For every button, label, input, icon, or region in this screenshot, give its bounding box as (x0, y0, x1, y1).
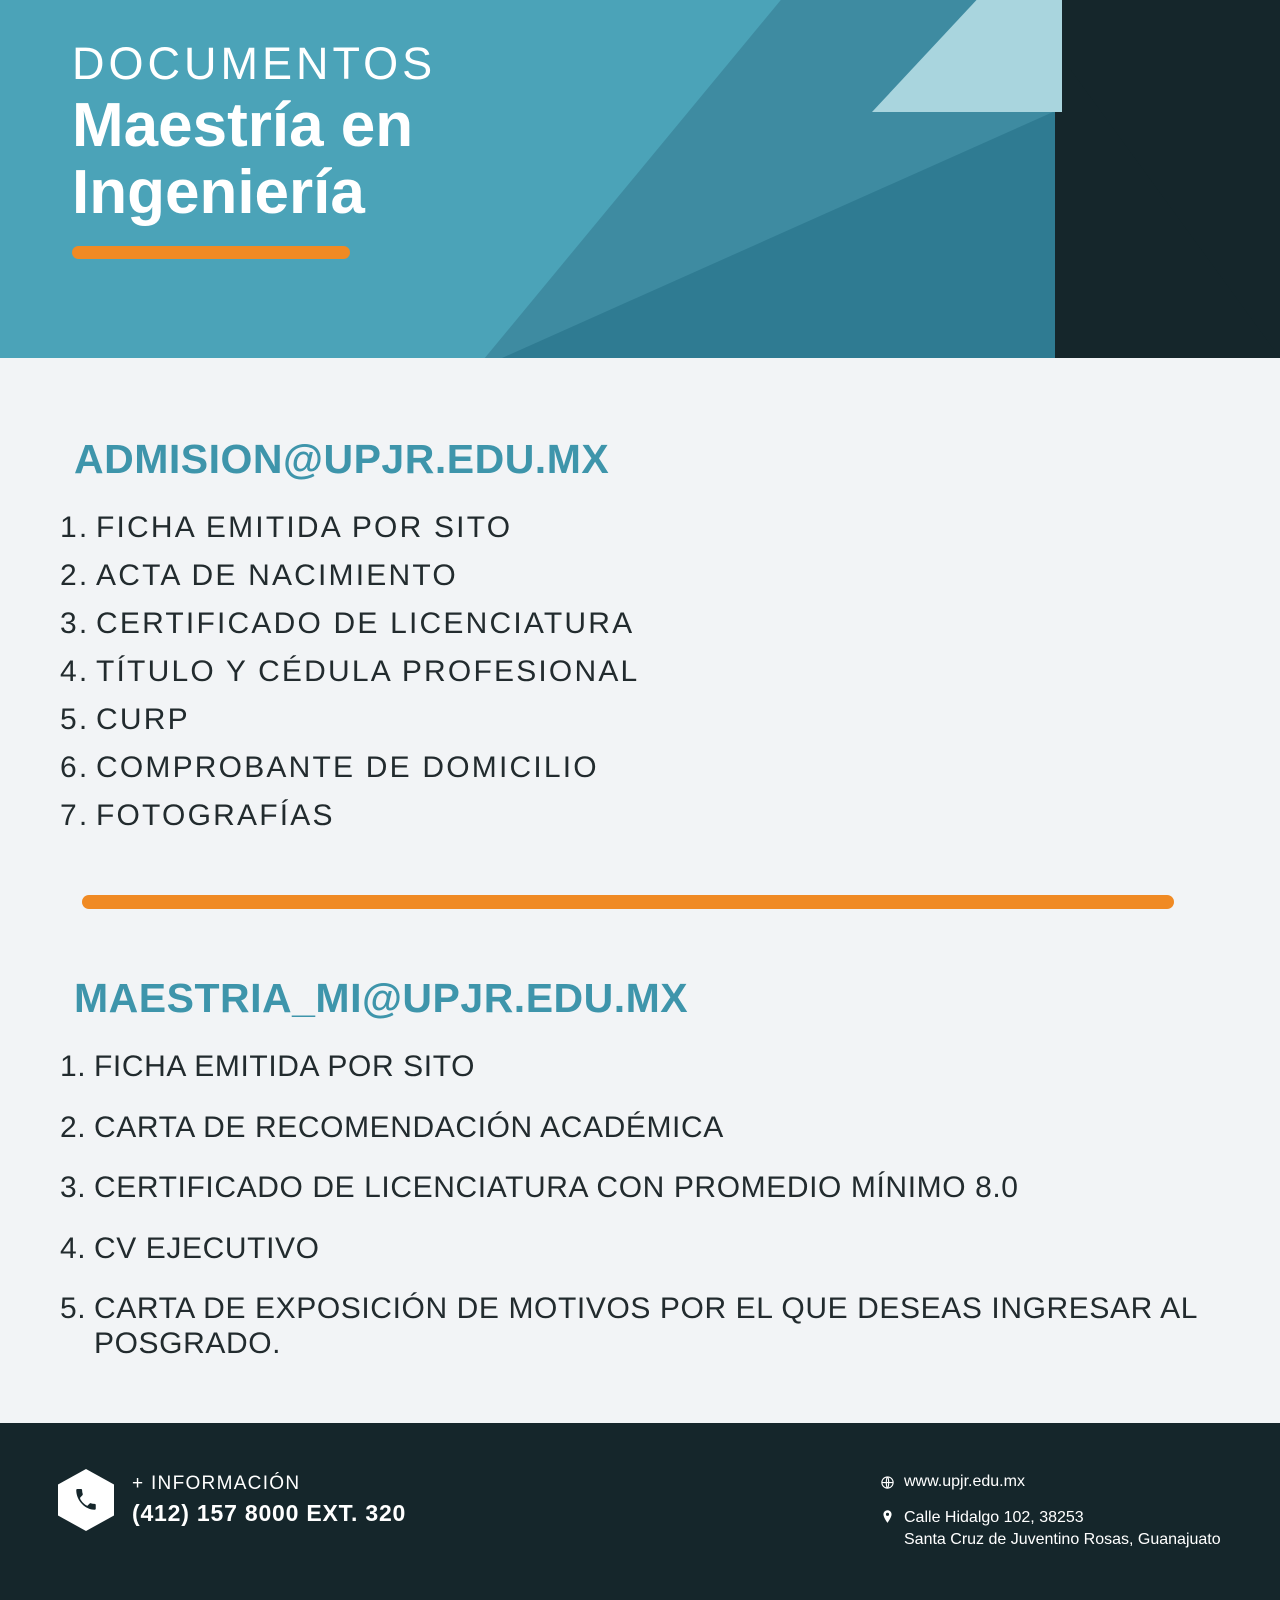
footer-website-text: www.upjr.edu.mx (904, 1473, 1025, 1490)
footer-website-line[interactable] (880, 1473, 1221, 1491)
footer-info-label: + INFORMACIÓN (132, 1473, 301, 1494)
footer-contact-block (58, 1469, 406, 1531)
list-item-number: 3. (60, 607, 90, 640)
list-item-text: ACTA DE NACIMIENTO (96, 559, 458, 592)
header-title-line2: Ingeniería (72, 157, 365, 227)
globe-icon (880, 1475, 895, 1490)
section-divider (82, 895, 1174, 909)
header-title-line1: Maestría en (72, 91, 414, 160)
list-item-text: FICHA EMITIDA POR SITO (94, 1050, 476, 1083)
poster-body (0, 358, 1280, 1361)
list-item (60, 511, 1220, 545)
list-item (60, 1111, 1220, 1146)
list-item-text: TÍTULO Y CÉDULA PROFESIONAL (96, 655, 640, 688)
footer-address-line2: Santa Cruz de Juventino Rosas, Guanajuato (904, 1530, 1221, 1548)
header-kicker: DOCUMENTOS (72, 38, 437, 89)
footer-contact-text (132, 1473, 406, 1527)
list-item-text: CERTIFICADO DE LICENCIATURA (96, 607, 635, 640)
list-item-text: CARTA DE EXPOSICIÓN DE MOTIVOS POR EL QUE DESEAS INGRESAR AL POSGRADO. (94, 1292, 1197, 1360)
list-item-number: 6. (60, 751, 90, 784)
document-list-maestria (60, 1050, 1220, 1361)
list-item-number: 4. (60, 1231, 87, 1265)
list-item-number: 2. (60, 1110, 87, 1144)
document-list-admision (60, 511, 1220, 833)
list-item (60, 1232, 1220, 1267)
list-item-text: CARTA DE RECOMENDACIÓN ACADÉMICA (94, 1110, 724, 1144)
list-item (60, 1171, 1220, 1206)
list-item-text: CERTIFICADO DE LICENCIATURA CON PROMEDIO MÍNIMO 8.0 (94, 1171, 1019, 1204)
list-item (60, 607, 1220, 641)
list-item (60, 1292, 1220, 1361)
list-item (60, 655, 1220, 689)
header-text-block (72, 38, 436, 259)
footer-details-block (880, 1473, 1221, 1566)
list-item-text: FOTOGRAFÍAS (96, 799, 335, 832)
list-item-number: 2. (60, 559, 90, 592)
list-item-number: 1. (60, 1050, 87, 1083)
list-item-text: CURP (96, 703, 190, 736)
phone-icon (58, 1469, 114, 1531)
list-item-text: CV EJECUTIVO (94, 1231, 320, 1265)
footer-phone: (412) 157 8000 EXT. 320 (132, 1500, 407, 1526)
section-maestria (60, 909, 1220, 1361)
list-item-number: 7. (60, 799, 90, 832)
list-item (60, 799, 1220, 833)
section-title-admision: ADMISION@UPJR.EDU.MX (74, 436, 610, 482)
footer-address-line (880, 1507, 1221, 1550)
poster-footer (0, 1423, 1280, 1600)
list-item (60, 1050, 1220, 1085)
footer-address-line1: Calle Hidalgo 102, 38253 (904, 1509, 1084, 1526)
list-item-text: FICHA EMITIDA POR SITO (96, 511, 513, 544)
list-item-number: 5. (60, 1292, 87, 1325)
list-item (60, 751, 1220, 785)
list-item-number: 3. (60, 1171, 87, 1204)
list-item-number: 1. (60, 511, 90, 544)
footer-address-text (904, 1507, 1221, 1550)
poster-header (0, 0, 1280, 358)
section-admision (60, 358, 1220, 833)
list-item-text: COMPROBANTE DE DOMICILIO (96, 751, 599, 784)
list-item-number: 5. (60, 703, 90, 736)
location-pin-icon (880, 1509, 895, 1524)
section-title-maestria: MAESTRIA_MI@UPJR.EDU.MX (74, 975, 689, 1021)
header-orange-rule (72, 246, 350, 259)
list-item (60, 703, 1220, 737)
list-item-number: 4. (60, 655, 90, 688)
list-item (60, 559, 1220, 593)
